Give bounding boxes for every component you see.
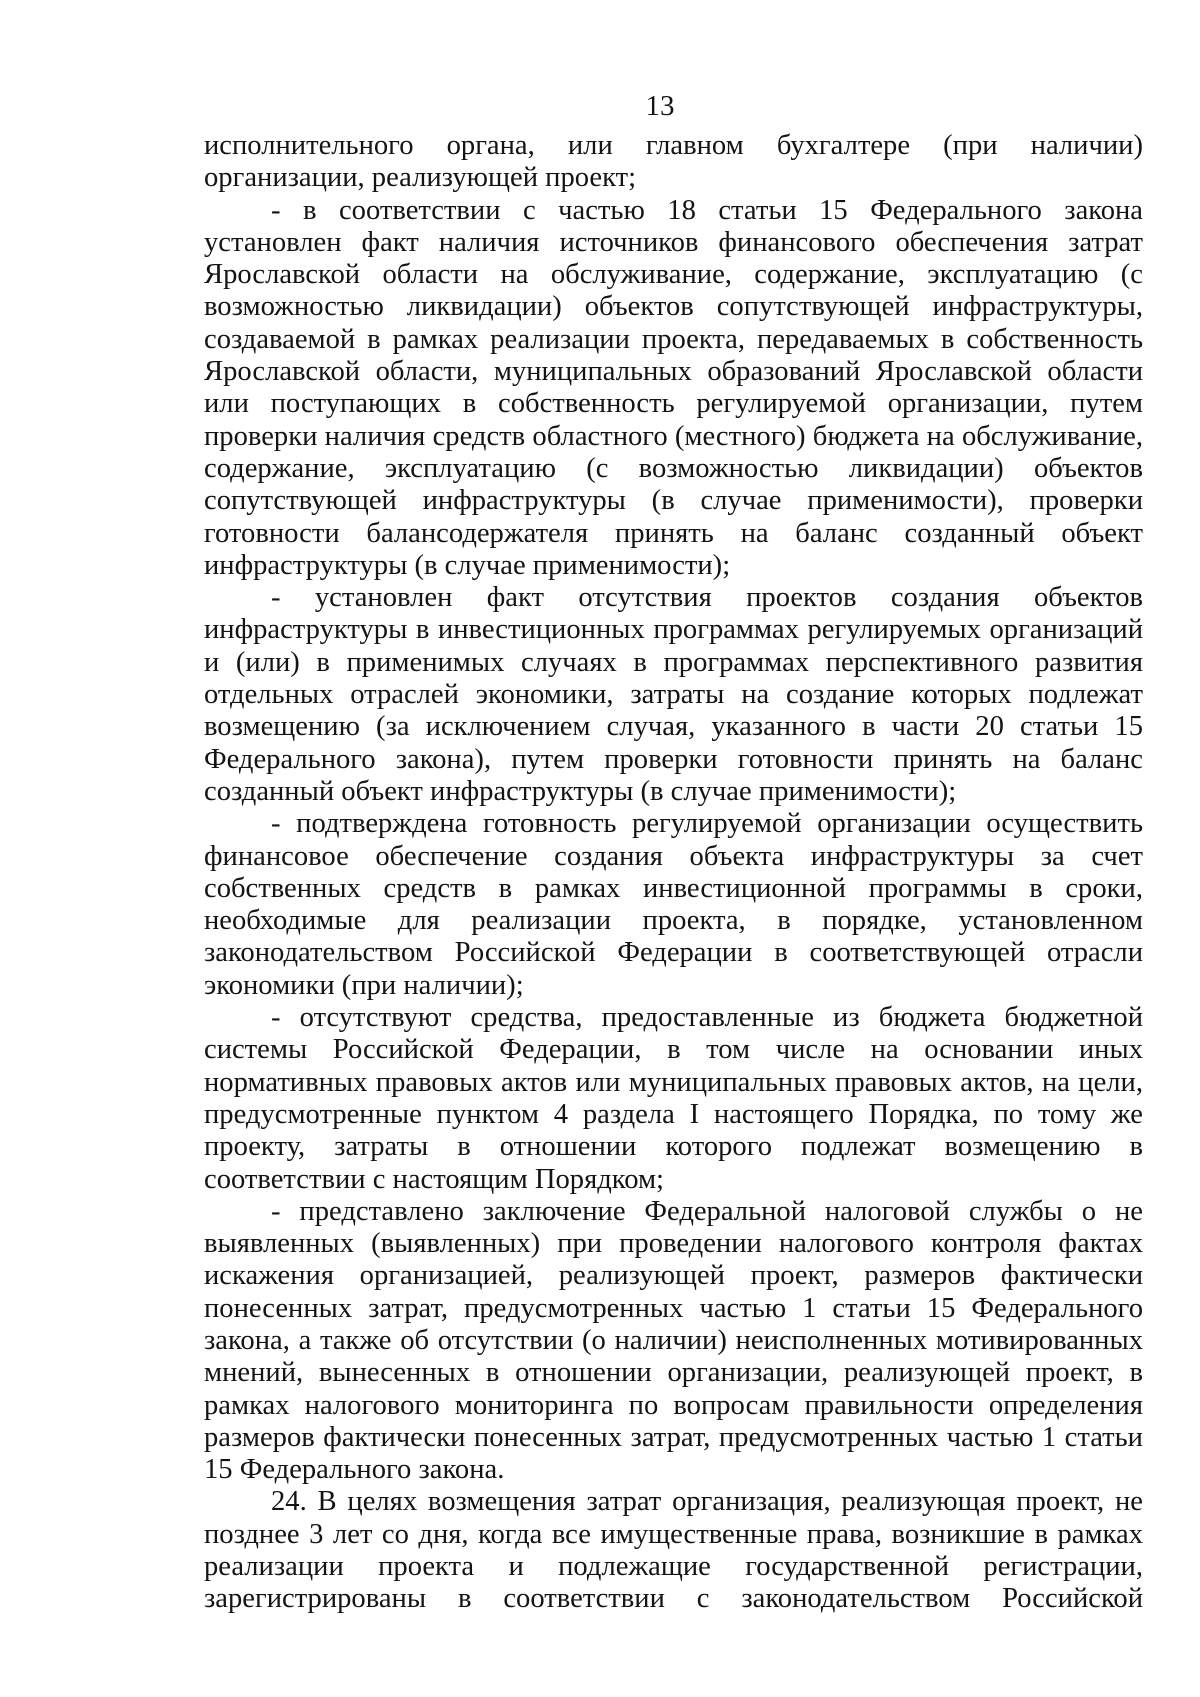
paragraph-tax-service-conclusion: - представлено заключение Федеральной налоговой службы о не выявленных (выявленных) при проведении налогового контроля фактах искажения организацией, реализующей проект, размеров фактически понесенных затрат, предусмотренных частью 1 статьи 15 Федерального закона, а также об отсутствии (о наличии) неисполненных мотивированных мнений, вынесенных в отношении организации, реализующей проект, в рамках налогового мониторинга по вопросам правильности определения размеров фактически понесенных затрат, предусмотренных частью 1 статьи 15 Федерального закона. [204, 1195, 1143, 1486]
paragraph-regulated-org-readiness: - подтверждена готовность регулируемой организации осуществить финансовое обеспечение создания объекта инфраструктуры за счет собственных средств в рамках инвестиционной программы в сроки, необходимые для реализации проекта, в порядке, установленном законодательством Российской Федерации в соответствующей отрасли экономики (при наличии); [204, 808, 1143, 1001]
paragraph-item-24: 24. В целях возмещения затрат организация, реализующая проект, не позднее 3 лет со дня, когда все имущественные права, возникшие в рамках реализации проекта и подлежащие государственной регистрации, зарегистрированы в соответствии с законодательством Российской [204, 1486, 1143, 1615]
page-number: 13 [645, 90, 675, 122]
paragraph-no-budget-funds: - отсутствуют средства, предоставленные из бюджета бюджетной системы Российской Федерации, в том числе на основании иных нормативных правовых актов или муниципальных правовых актов, на цели, предусмотренные пунктом 4 раздела I настоящего Порядка, по тому же проекту, затраты в отношении которого подлежат возмещению в соответствии с настоящим Порядком; [204, 1002, 1143, 1195]
paragraph-financing-sources: - в соответствии с частью 18 статьи 15 Федерального закона установлен факт наличия источников финансового обеспечения затрат Ярославской области на обслуживание, содержание, эксплуатацию (с возможностью ликвидации) объектов сопутствующей инфраструктуры, создаваемой в рамках реализации проекта, передаваемых в собственность Ярославской области, муниципальных образований Ярославской области или поступающих в собственность регулируемой организации, путем проверки наличия средств областного (местного) бюджета на обслуживание, содержание, эксплуатацию (с возможностью ликвидации) объектов сопутствующей инфраструктуры (в случае применимости), проверки готовности балансодержателя принять на баланс созданный объект инфраструктуры (в случае применимости); [204, 194, 1143, 581]
paragraph-continuation: исполнительного органа, или главном бухгалтере (при наличии) организации, реализующей проект; [204, 130, 1143, 194]
paragraph-no-investment-projects: - установлен факт отсутствия проектов создания объектов инфраструктуры в инвестиционных программах регулируемых организаций и (или) в применимых случаях в программах перспективного развития отдельных отраслей экономики, затраты на создание которых подлежат возмещению (за исключением случая, указанного в части 20 статьи 15 Федерального закона), путем проверки готовности принять на баланс созданный объект инфраструктуры (в случае применимости); [204, 582, 1143, 807]
document-body [204, 130, 1143, 1616]
